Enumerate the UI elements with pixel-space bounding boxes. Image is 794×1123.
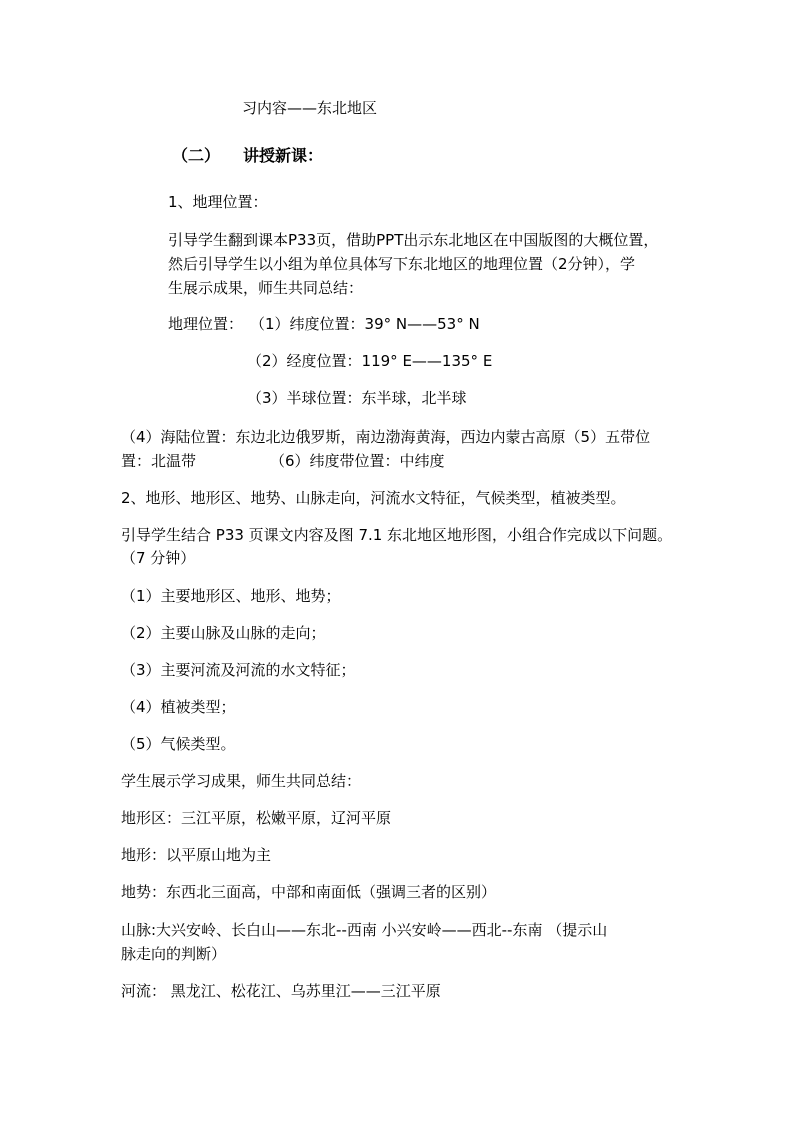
terrain-line: 地势：东西北三面高，中部和南面低（强调三者的区别） [121,883,497,901]
sea-land-line1: （4）海陆位置：东边北边俄罗斯，南边渤海黄海，西边内蒙古高原（5）五带位 [121,428,651,446]
summary-intro: 学生展示学习成果，师生共同总结： [121,772,362,790]
sea-land-line2-a: 置：北温带 [121,452,197,470]
latitude-line: （1）纬度位置：39° N——53° N [250,315,480,333]
question-item: （5）气候类型。 [121,735,236,753]
location-label: 地理位置： [168,315,244,333]
mountains-line2: 脉走向的判断） [121,945,227,963]
rivers-line: 河流： 黑龙江、松花江、乌苏里江——三江平原 [121,982,441,1000]
question-item: （2）主要山脉及山脉的走向； [121,624,326,642]
item1-guide-line3: 生展示成果，师生共同总结： [168,279,364,297]
item2-guide-line1: 引导学生结合 P33 页课文内容及图 7.1 东北地区地形图，小组合作完成以下问题。 [121,526,673,544]
hemisphere-line: （3）半球位置：东半球，北半球 [247,389,467,407]
question-item: （4）植被类型； [121,698,236,716]
question-item: （3）主要河流及河流的水文特征； [121,661,356,679]
item1-guide-line1: 引导学生翻到课本P33页，借助PPT出示东北地区在中国版图的大概位置， [168,231,659,249]
header-fragment: 习内容——东北地区 [242,99,378,117]
mountains-line1: 山脉:大兴安岭、长白山——东北--西南 小兴安岭——西北--东南 （提示山 [121,921,608,939]
section-title: 讲授新课： [243,146,324,165]
item2-guide-line2: （7 分钟） [121,549,196,567]
section-number: （二） [172,146,221,165]
landform-line: 地形：以平原山地为主 [121,846,272,864]
item2-heading: 2、地形、地形区、地势、山脉走向，河流水文特征，气候类型，植被类型。 [121,489,626,507]
item1-guide-line2: 然后引导学生以小组为单位具体写下东北地区的地理位置（2分钟），学 [168,255,636,273]
item1-heading: 1、地理位置： [168,193,268,211]
question-item: （1）主要地形区、地形、地势； [121,587,341,605]
longitude-line: （2）经度位置：119° E——135° E [247,352,493,370]
sea-land-line2-b: （6）纬度带位置：中纬度 [270,452,445,470]
landform-regions: 地形区：三江平原，松嫩平原，辽河平原 [121,809,392,827]
